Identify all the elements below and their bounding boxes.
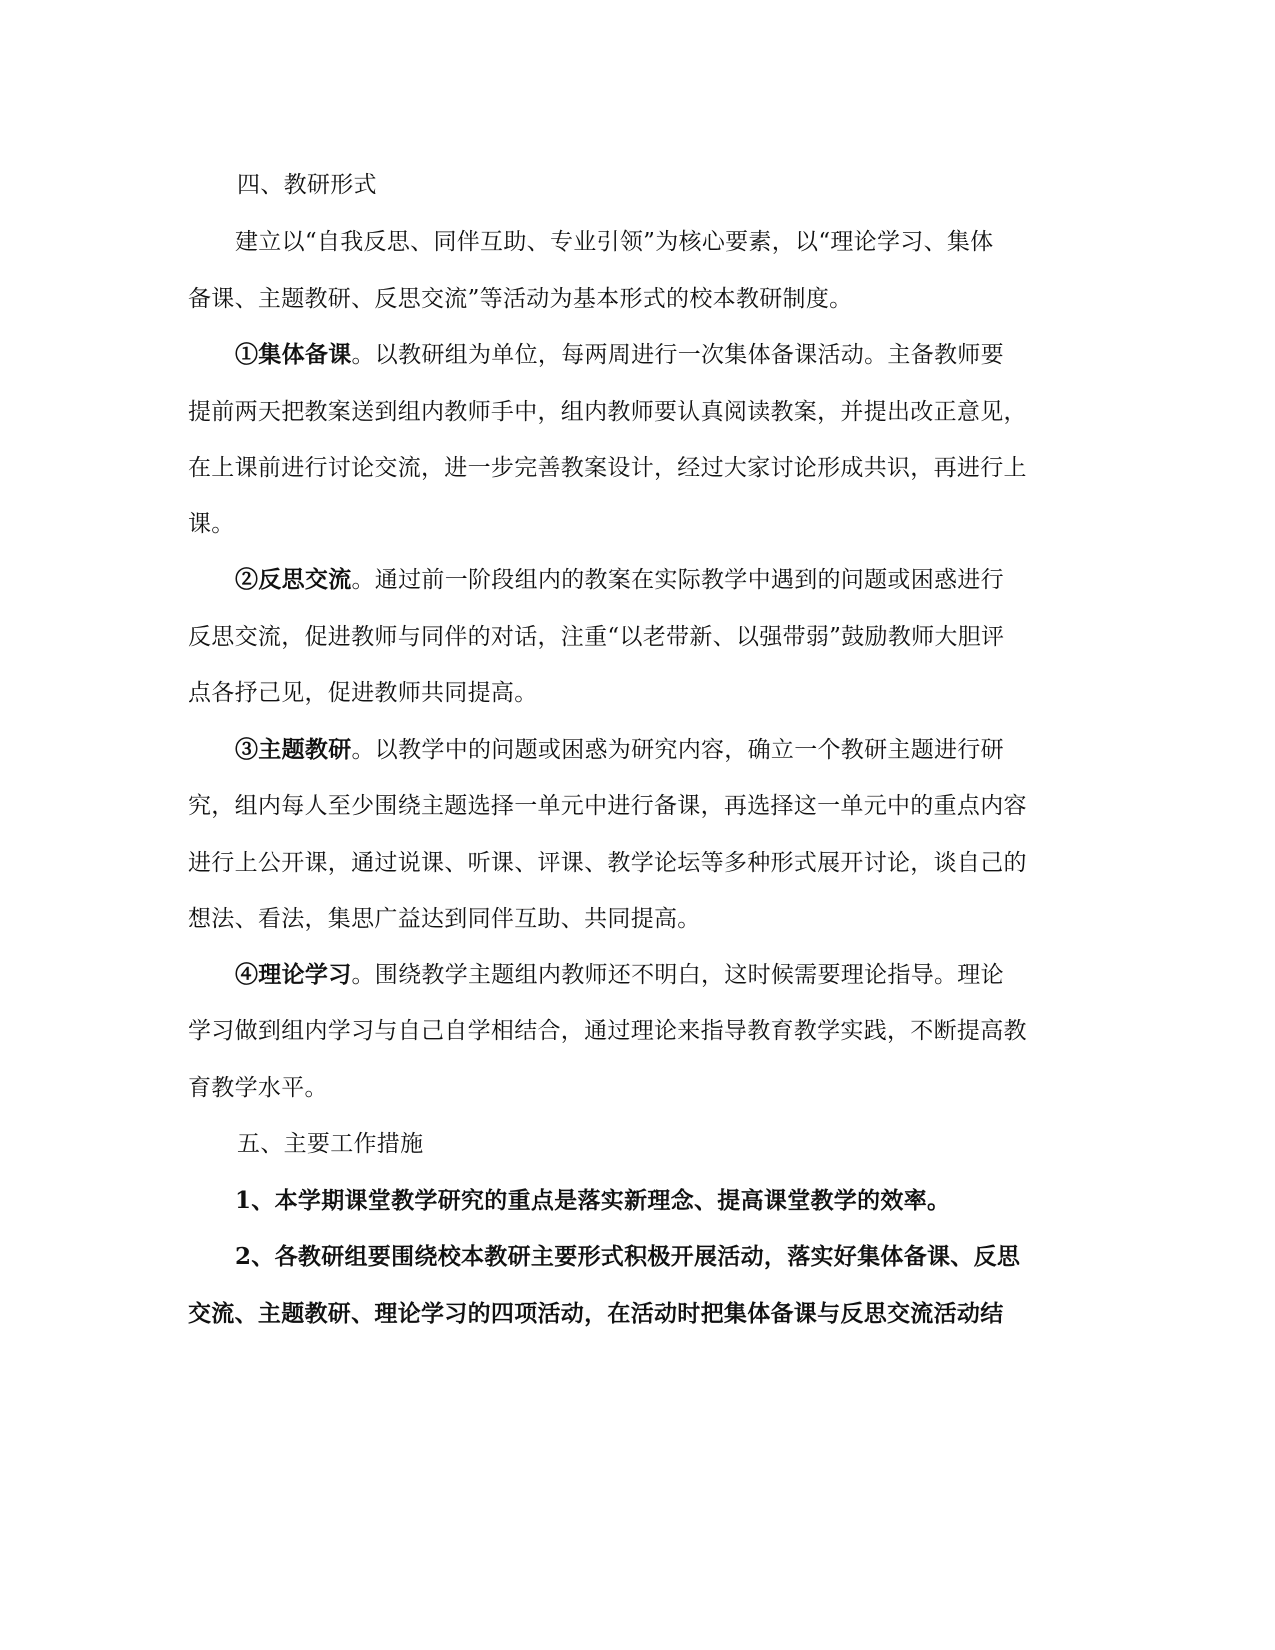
item-theory-study-first-line [235,960,1135,990]
item-theme-research-line: 想法、看法，集思广益达到同伴互助、共同提高。 [188,906,701,932]
item-collective-prep-line: 提前两天把教案送到组内教师手中，组内教师要认真阅读教案，并提出改正意见， [188,399,1027,425]
item-theme-research-title: ③主题教研 [235,736,352,763]
item-theme-research-text: 。以教学中的问题或困惑为研究内容，确立一个教研主题进行研 [351,737,1004,763]
measure-point-2-line-1: 2、各教研组要围绕校本教研主要形式积极开展活动，落实好集体备课、反思 [235,1243,1021,1270]
item-theme-research-line: 进行上公开课，通过说课、听课、评课、教学论坛等多种形式展开讨论，谈自己的 [188,850,1027,876]
item-reflection-text: 。通过前一阶段组内的教案在实际教学中遇到的问题或困惑进行 [351,567,1004,593]
section-4-heading: 四、教研形式 [237,172,377,198]
item-reflection-first-line [235,565,1135,595]
intro-line-1: 建立以“自我反思、同伴互助、专业引领”为核心要素，以“理论学习、集体 [235,229,994,255]
measure-point-2-line-2: 交流、主题教研、理论学习的四项活动，在活动时把集体备课与反思交流活动结 [188,1300,1004,1327]
item-collective-prep-line: 课。 [188,511,235,537]
item-collective-prep-text: 。以教研组为单位，每两周进行一次集体备课活动。主备教师要 [351,342,1004,368]
item-collective-prep-title: ①集体备课 [235,341,352,368]
item-theory-study-line: 学习做到组内学习与自己自学相结合，通过理论来指导教育教学实践，不断提高教 [188,1018,1027,1044]
item-theory-study-text: 。围绕教学主题组内教师还不明白，这时候需要理论指导。理论 [351,962,1004,988]
section-5-heading: 五、主要工作措施 [237,1131,424,1157]
item-reflection-title: ②反思交流 [235,566,352,593]
measure-point-1: 1、本学期课堂教学研究的重点是落实新理念、提高课堂教学的效率。 [235,1187,951,1214]
intro-line-2: 备课、主题教研、反思交流”等活动为基本形式的校本教研制度。 [188,286,853,312]
item-theme-research-line: 究，组内每人至少围绕主题选择一单元中进行备课，再选择这一单元中的重点内容 [188,793,1027,819]
item-collective-prep-first-line [235,340,1135,370]
item-theme-research-first-line [235,735,1135,765]
item-reflection-line: 点各抒己见，促进教师共同提高。 [188,680,538,706]
item-reflection-line: 反思交流，促进教师与同伴的对话，注重“以老带新、以强带弱”鼓励教师大胆评 [188,624,1005,650]
item-theory-study-line: 育教学水平。 [188,1075,328,1101]
item-collective-prep-line: 在上课前进行讨论交流，进一步完善教案设计，经过大家讨论形成共识，再进行上 [188,455,1027,481]
item-theory-study-title: ④理论学习 [235,961,352,988]
